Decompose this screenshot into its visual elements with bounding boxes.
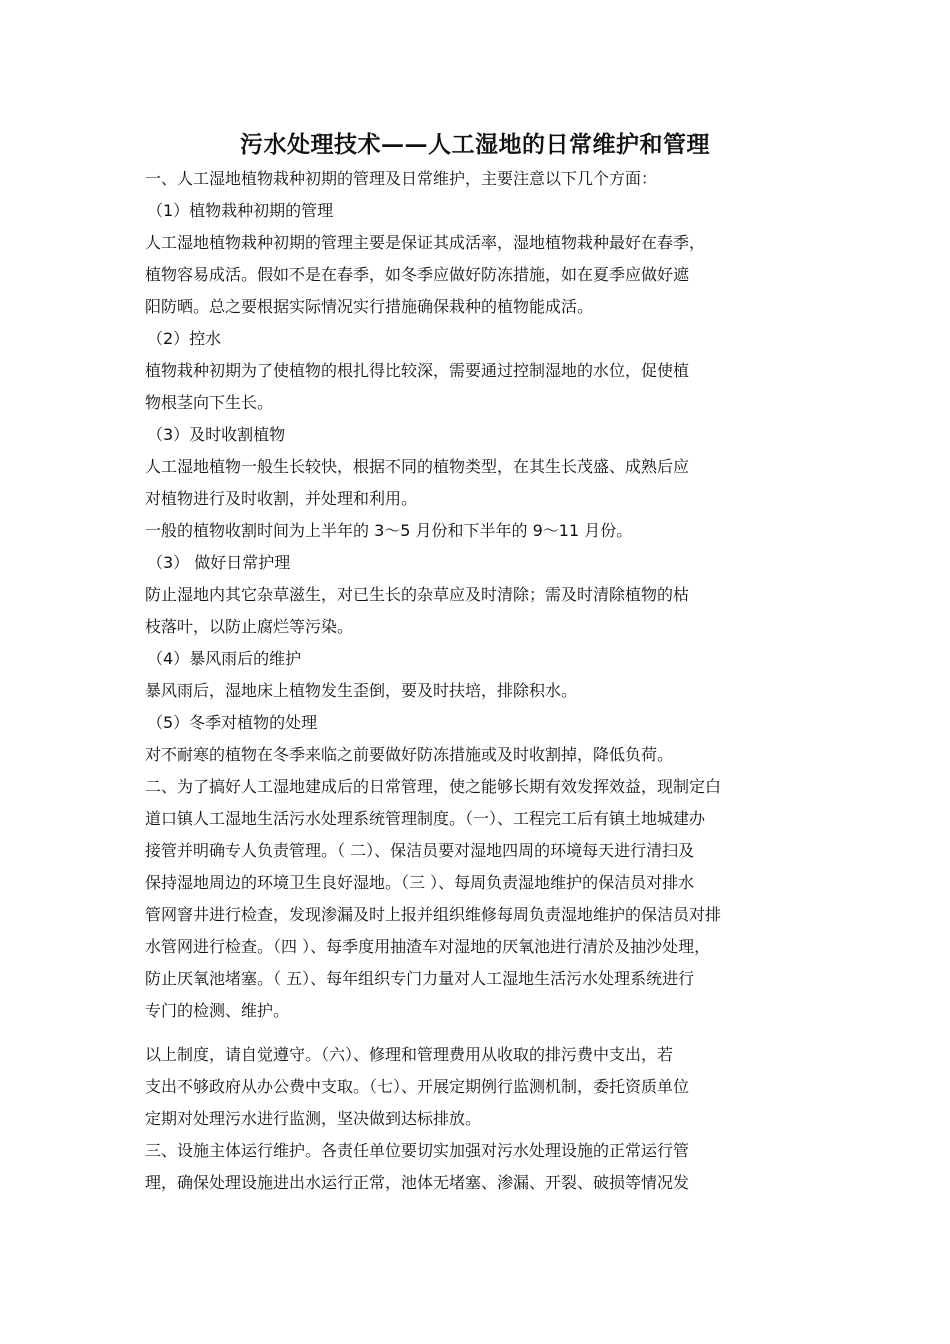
paragraph-line: 水管网进行检查。（四 ）、每季度用抽渣车对湿地的厌氧池进行清於及抽沙处理，: [145, 937, 711, 956]
section-heading: （2）控水: [147, 329, 222, 348]
paragraph-line: 专门的检测、维护。: [145, 1001, 290, 1020]
section-heading: （5）冬季对植物的处理: [147, 713, 318, 732]
paragraph-line: 植物容易成活。假如不是在春季，如冬季应做好防冻措施，如在夏季应做好遮: [145, 265, 690, 284]
paragraph-line: 植物栽种初期为了使植物的根扎得比较深，需要通过控制湿地的水位，促使植: [145, 361, 690, 380]
paragraph-line: 对植物进行及时收割，并处理和利用。: [145, 489, 418, 508]
paragraph-line: 一、人工湿地植物栽种初期的管理及日常维护，主要注意以下几个方面：: [145, 169, 658, 188]
paragraph-line: 二、为了搞好人工湿地建成后的日常管理，使之能够长期有效发挥效益，现制定白: [145, 777, 722, 796]
paragraph-line: 防止厌氧池堵塞。（ 五）、每年组织专门力量对人工湿地生活污水处理系统进行: [145, 969, 695, 988]
paragraph-line: 管网窨井进行检查，发现渗漏及时上报并组织维修每周负责湿地维护的保洁员对排: [145, 905, 722, 924]
paragraph-line: 物根茎向下生长。: [145, 393, 274, 412]
section-heading: （4）暴风雨后的维护: [147, 649, 302, 668]
paragraph-line: 理，确保处理设施进出水运行正常，池体无堵塞、渗漏、开裂、破损等情况发: [145, 1173, 690, 1192]
section-heading: （3）及时收割植物: [147, 425, 286, 444]
paragraph-line: 道口镇人工湿地生活污水处理系统管理制度。（一）、工程完工后有镇土地城建办: [145, 809, 706, 828]
paragraph-line: 保持湿地周边的环境卫生良好湿地。（三 ）、每周负责湿地维护的保洁员对排水: [145, 873, 695, 892]
paragraph-line: 以上制度，请自觉遵守。（六）、修理和管理费用从收取的排污费中支出，若: [145, 1045, 674, 1064]
paragraph-line: 阳防晒。总之要根据实际情况实行措施确保栽种的植物能成活。: [145, 297, 594, 316]
paragraph-line: 人工湿地植物一般生长较快，根据不同的植物类型，在其生长茂盛、成熟后应: [145, 457, 690, 476]
paragraph-line: 人工湿地植物栽种初期的管理主要是保证其成活率，湿地植物栽种最好在春季，: [145, 233, 706, 252]
paragraph-line: 接管并明确专人负责管理。（ 二）、保洁员要对湿地四周的环境每天进行清扫及: [145, 841, 695, 860]
paragraph-line: 定期对处理污水进行监测，坚决做到达标排放。: [145, 1109, 482, 1128]
paragraph-line: 对不耐寒的植物在冬季来临之前要做好防冻措施或及时收割掉，降低负荷。: [145, 745, 674, 764]
document-title: 污水处理技术——人工湿地的日常维护和管理: [240, 131, 710, 158]
paragraph-line: 支出不够政府从办公费中支取。（七）、开展定期例行监测机制，委托资质单位: [145, 1077, 690, 1096]
paragraph-line: 防止湿地内其它杂草滋生，对已生长的杂草应及时清除；需及时清除植物的枯: [145, 585, 690, 604]
paragraph-line: 一般的植物收割时间为上半年的 3～5 月份和下半年的 9～11 月份。: [145, 521, 633, 540]
paragraph-line: 枝落叶，以防止腐烂等污染。: [145, 617, 354, 636]
paragraph-line: 三、设施主体运行维护。各责任单位要切实加强对污水处理设施的正常运行管: [145, 1141, 690, 1160]
paragraph-line: 暴风雨后，湿地床上植物发生歪倒，要及时扶培，排除积水。: [145, 681, 578, 700]
section-heading: （3） 做好日常护理: [147, 553, 291, 572]
section-heading: （1）植物栽种初期的管理: [147, 201, 334, 220]
